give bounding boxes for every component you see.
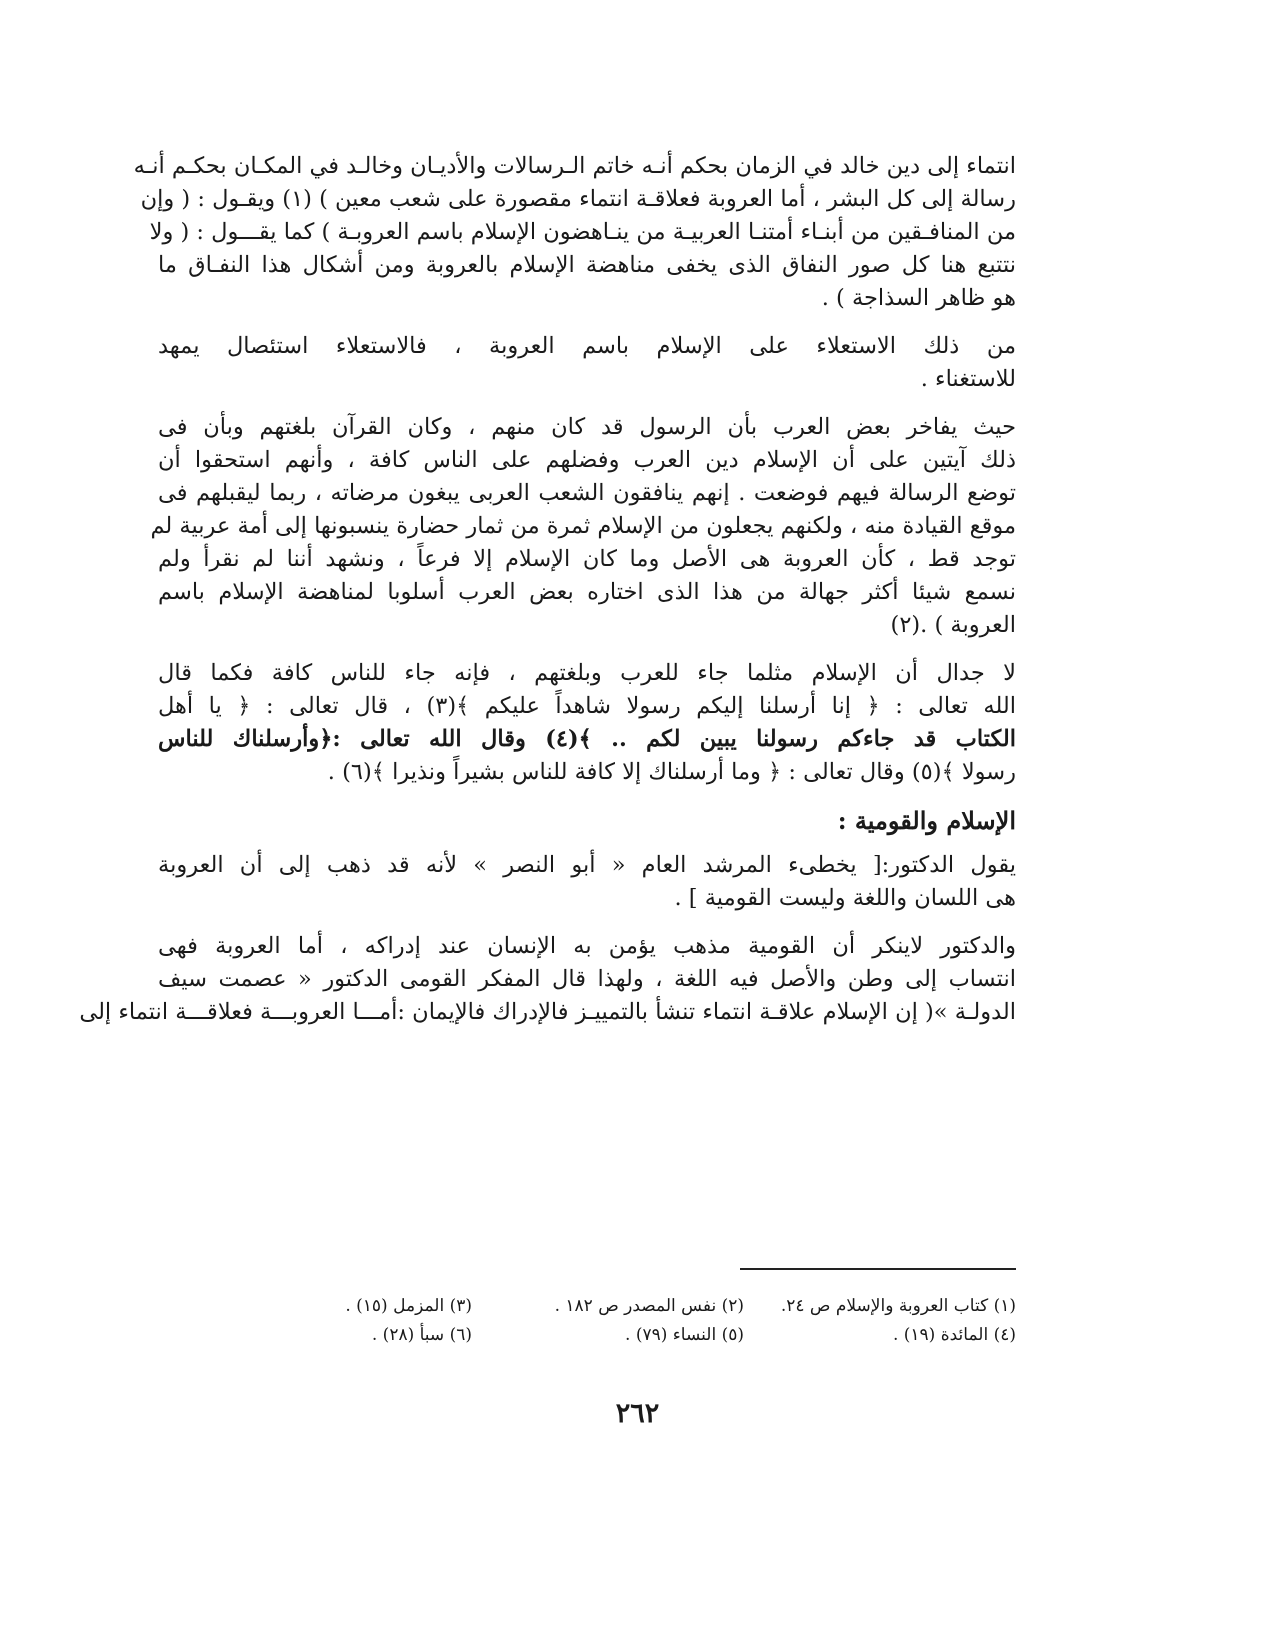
text-line: هو ظاهر السذاجة ) . xyxy=(821,285,1016,311)
text-line: توضع الرسالة فيهم فوضعت . إنهم ينافقون الشعب العربى يبغون مرضاته ، ربما ليقبلهم فى xyxy=(158,480,1016,506)
paragraph xyxy=(79,930,1016,1029)
footnotes xyxy=(200,1292,1016,1350)
paragraph xyxy=(158,657,1016,789)
page-body xyxy=(79,150,1017,1029)
text-line: الدولـة »( إن الإسلام علاقـة انتماء تنشأ بالتمييـز فالإدراك فالإيمان :أمـــا العروبـــة فعلاقـــة انتماء إلى xyxy=(79,999,1016,1025)
footnote-row xyxy=(200,1292,1016,1321)
text-line: توجد قط ، كأن العروبة هى الأصل وما كان الإسلام إلا فرعاً ، ونشهد أننا لم نقرأ ولم xyxy=(158,546,1016,572)
text-line: والدكتور لاينكر أن القومية مذهب يؤمن به الإنسان عند إدراكه ، أما العروبة فهى xyxy=(158,933,1016,959)
paragraph xyxy=(158,849,1016,915)
paragraph xyxy=(150,411,1016,642)
text-line: رسالة إلى كل البشر ، أما العروبة فعلاقـة انتماء مقصورة على شعب معين ) (١) ويقـول : ( وإن xyxy=(140,186,1016,212)
text-line: هى اللسان واللغة وليست القومية ] . xyxy=(674,885,1016,911)
footnote-row xyxy=(200,1321,1016,1350)
page-number: ٢٦٢ xyxy=(615,1398,660,1429)
text-line: نسمع شيئا أكثر جهالة من هذا الذى اختاره بعض العرب أسلوبا لمناهضة الإسلام باسم xyxy=(158,579,1016,605)
text-line: يقول الدكتور:[ يخطىء المرشد العام « أبو النصر » لأنه قد ذهب إلى أن العروبة xyxy=(158,852,1016,878)
text-line: انتساب إلى وطن والأصل فيه اللغة ، ولهذا قال المفكر القومى الدكتور « عصمت سيف xyxy=(158,966,1016,992)
text-line: رسولا ﴾(٥) وقال تعالى : ﴿ وما أرسلناك إلا كافة للناس بشيراً ونذيرا ﴾(٦) . xyxy=(327,759,1016,785)
footnote: (٦) سبأ (٢٨) . xyxy=(371,1325,472,1345)
text-line: الله تعالى : ﴿ إنا أرسلنا إليكم رسولا شاهداً عليكم ﴾(٣) ، قال تعالى : ﴿ يا أهل xyxy=(158,693,1017,719)
text-line: نتتبع هنا كل صور النفاق الذى يخفى مناهضة الإسلام بالعروبة ومن أشكال هذا النفـاق ما xyxy=(158,252,1016,278)
text-line: لا جدال أن الإسلام مثلما جاء للعرب وبلغتهم ، فإنه جاء للناس كافة فكما قال xyxy=(158,660,1016,686)
text-line: انتماء إلى دين خالد في الزمان بحكم أنـه خاتم الـرسالات والأديـان وخالـد في المكـان بحكـم أنـه xyxy=(133,153,1016,179)
text-line: للاستغناء . xyxy=(920,366,1016,392)
paragraph xyxy=(158,330,1016,396)
text-line: من ذلك الاستعلاء على الإسلام باسم العروبة ، فالاستعلاء استئصال يمهد xyxy=(158,333,1016,359)
footnote: (٣) المزمل (١٥) . xyxy=(345,1296,472,1316)
section-heading: الإسلام والقومية : xyxy=(837,806,1016,835)
text-line: الكتاب قد جاءكم رسولنا يبين لكم .. ﴾(٤) وقال الله تعالى :﴿وأرسلناك للناس xyxy=(158,726,1016,752)
text-line: حيث يفاخر بعض العرب بأن الرسول قد كان منهم ، وكان القرآن بلغتهم وبأن فى xyxy=(158,414,1016,440)
footnote: (١) كتاب العروبة والإسلام ص ٢٤. xyxy=(780,1296,1016,1316)
footnote: (٢) نفس المصدر ص ١٨٢ . xyxy=(554,1296,744,1316)
footnote: (٥) النساء (٧٩) . xyxy=(625,1325,744,1345)
footnote: (٤) المائدة (١٩) . xyxy=(892,1325,1016,1345)
footnote-divider xyxy=(740,1268,1016,1270)
text-line: العروبة ) .(٢) xyxy=(890,612,1016,638)
paragraph xyxy=(133,150,1016,315)
text-line: ذلك آيتين على أن الإسلام دين العرب وفضلهم على الناس كافة ، وأنهم استحقوا أن xyxy=(158,447,1016,473)
text-line: موقع القيادة منه ، ولكنهم يجعلون من الإسلام ثمرة من ثمار حضارة ينسبونها إلى أمة عربية لم xyxy=(150,513,1016,539)
text-line: من المنافـقين من أبنـاء أمتنـا العربيـة من ينـاهضون الإسلام باسم العروبـة ) كما يقـــول : ( ولا xyxy=(149,219,1016,245)
